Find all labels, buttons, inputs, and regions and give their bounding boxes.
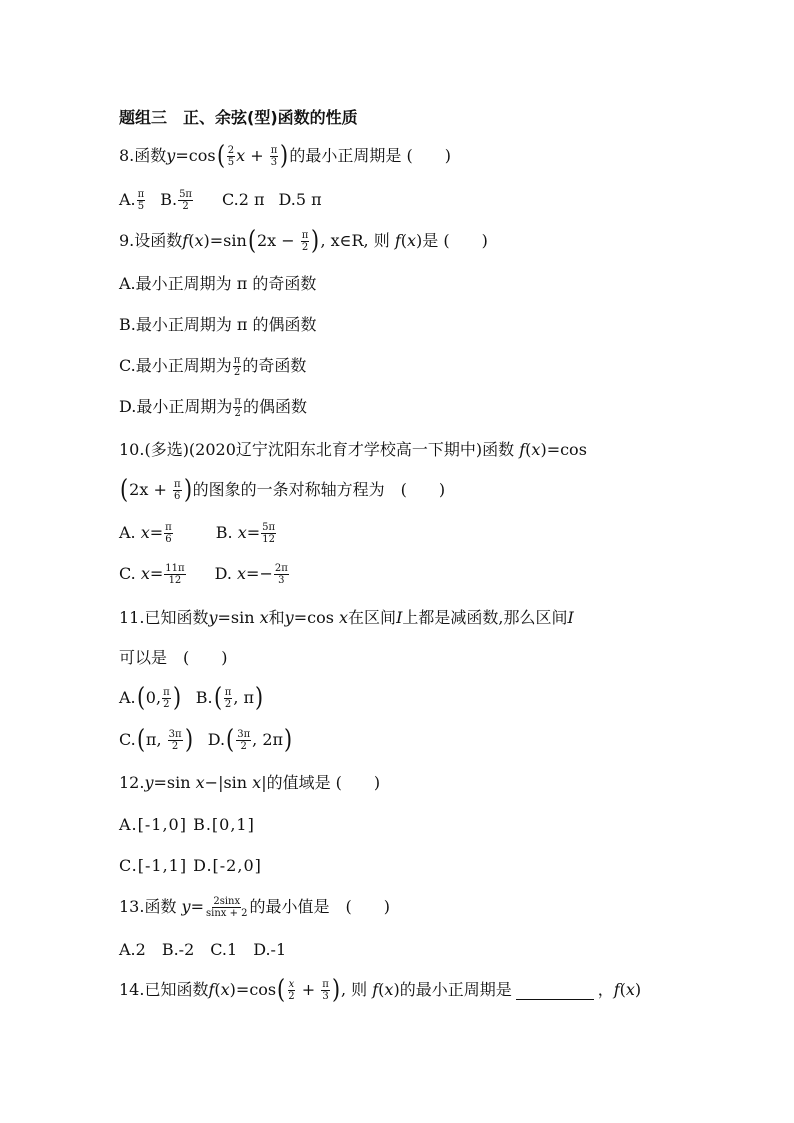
- question-11-line2: 可以是 ( ): [119, 648, 228, 667]
- q10-opt-c-frac: $\frac{11\pi}{12}$: [165, 562, 185, 586]
- q8-opt-b-frac: $\frac{5\pi}{2}$: [179, 188, 192, 212]
- q9-option-a: A.最小正周期为 π 的奇函数: [119, 274, 317, 293]
- q9-option-c: C.最小正周期为 $\frac{\pi}{2}$ 的奇函数: [119, 354, 307, 378]
- q8-opt-a-frac: $\frac{\pi}{5}$: [137, 188, 145, 212]
- q9-option-b: B.最小正周期为 π 的偶函数: [119, 315, 317, 334]
- q8-right-paren: ): [280, 141, 289, 171]
- q12-options-ab: A.[-1,0] B.[0,1]: [119, 815, 255, 834]
- section-title: 题组三 正、余弦(型)函数的性质: [119, 108, 358, 127]
- q9-option-d: D.最小正周期为 $\frac{\pi}{2}$ 的偶函数: [119, 395, 307, 419]
- q9-opt-c-frac: $\frac{\pi}{2}$: [233, 354, 241, 378]
- q9-pre: 设函数: [134, 231, 183, 250]
- q11-opt-d-frac: $\frac{3\pi}{2}$: [237, 728, 251, 752]
- q9-f: f: [182, 231, 189, 250]
- q9-opt-d-frac: $\frac{\pi}{2}$: [234, 395, 241, 419]
- question-10-line1: 10.(多选)(2020辽宁沈阳东北育才学校高一下期中)函数 f ( x ) =cos: [119, 440, 587, 459]
- q10-opt-b-frac: $\frac{5\pi}{12}$: [262, 521, 276, 545]
- question-8: [119, 142, 694, 170]
- q9-x: x: [194, 231, 204, 250]
- q8-left-paren: (: [216, 141, 225, 171]
- q8-pre: 函数: [134, 146, 167, 165]
- q8-opt-b-label: B.: [160, 190, 178, 209]
- q10-options-cd: C. x= $\frac{11\pi}{12}$ D. x=− $\frac{2\pi}{3}$: [119, 562, 288, 586]
- q8-post: 的最小正周期是 ( ): [289, 146, 451, 165]
- q10-options-ab: A. x= $\frac{\pi}{6}$ B. x= $\frac{5\pi}{12}$: [119, 521, 276, 545]
- q13-frac: $\frac{2\sin x}{\sin x + 2}$: [206, 895, 248, 919]
- q11-opt-c-frac: $\frac{3\pi}{2}$: [168, 728, 182, 752]
- q8-x: x: [236, 146, 246, 165]
- q9-sin: =sin: [209, 231, 247, 250]
- q9-post-x: , x∈R, 则: [320, 231, 395, 250]
- question-12: 12. y =sin x −|sin x |的值域是 ( ): [119, 773, 381, 792]
- question-13: 13.函数 y = $\frac{2\sin x}{\sin x + 2}$ 的最小值是 ( ): [119, 895, 391, 919]
- question-14: 14.已知函数 f ( x ) =cos ( $\frac{x}{2}$ + $\frac{\pi}{3}$ ) , 则 f ( x ) 的最小正周期是 ， f ( x ): [119, 975, 642, 1005]
- q8-cos: =cos: [175, 146, 216, 165]
- q14-frac-b: $\frac{\pi}{3}$: [322, 978, 329, 1002]
- q8-plus: +: [245, 146, 269, 165]
- question-10-line2: ( 2x + $\frac{\pi}{6}$ ) 的图象的一条对称轴方程为 ( ): [120, 475, 446, 505]
- q13-options: A.2 B.-2 C.1 D.-1: [119, 940, 287, 959]
- q9-post: 是 ( ): [422, 231, 488, 250]
- q11-options-cd: C. ( π, $\frac{3\pi}{2}$ ) D. ( $\frac{3\pi}{2}$ , 2π ): [119, 725, 293, 755]
- q12-options-cd: C.[-1,1] D.[-2,0]: [119, 856, 262, 875]
- question-11-line1: 11.已知函数 y =sin x 和 y =cos x 在区间 I 上都是减函数,那么区间 I: [119, 608, 574, 627]
- q10-opt-d-frac: $\frac{2\pi}{3}$: [274, 562, 288, 586]
- q14-frac-a: $\frac{x}{2}$: [288, 978, 295, 1002]
- q8-opt-a-label: A.: [119, 190, 136, 209]
- q9-number: 9.: [119, 231, 135, 250]
- q8-number: 8.: [119, 146, 135, 165]
- q11-options-ab: A. ( 0, $\frac{\pi}{2}$ ) B. ( $\frac{\pi}{2}$ , π ): [119, 683, 264, 713]
- q11-opt-a-frac: $\frac{\pi}{2}$: [163, 686, 170, 710]
- question-9: 9. 设函数 f ( x ) =sin ( 2x − $\frac{\pi}{2}$ ) , x∈R, 则 f ( x ) 是 ( ): [119, 226, 488, 256]
- q8-frac-b: $\frac{\pi}{3}$: [270, 144, 278, 168]
- q8-opt-c: C.2 π: [222, 190, 265, 209]
- q8-options: [119, 186, 694, 214]
- q14-answer-blank[interactable]: [516, 981, 594, 1000]
- q9-frac: $\frac{\pi}{2}$: [301, 229, 309, 253]
- q8-opt-d: D.5 π: [278, 190, 322, 209]
- q11-opt-b-frac: $\frac{\pi}{2}$: [224, 686, 232, 710]
- q10-frac: $\frac{\pi}{6}$: [173, 478, 181, 502]
- q8-frac-a: $\frac{2}{5}$: [227, 144, 235, 168]
- q8-y: y: [166, 146, 176, 165]
- q10-opt-a-frac: $\frac{\pi}{6}$: [165, 521, 172, 545]
- q9-inner: 2x −: [256, 231, 300, 250]
